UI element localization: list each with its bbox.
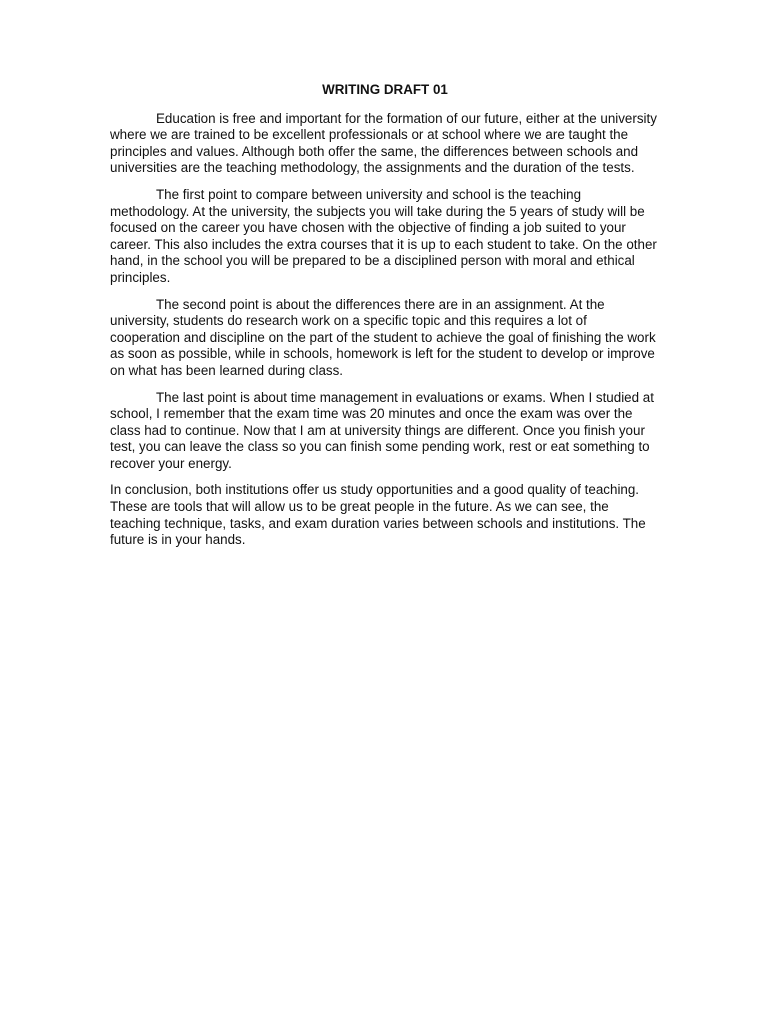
paragraph-conclusion: In conclusion, both institutions offer us study opportunities and a good quality of teaching. These are tools that will allow us to be great people in the future. As we can see, the teaching technique, tasks, and exam duration varies between schools and institutions. The future is in your hands. (110, 482, 646, 548)
document-page (110, 82, 660, 559)
document-title: WRITING DRAFT 01 (322, 82, 448, 97)
paragraph-introduction: Education is free and important for the formation of our future, either at the university where we are trained to be excellent professionals or at school where we are taught the principles and values. Although both offer the same, the differences between schools and universities are the teaching methodology, the assignments and the duration of the tests. (110, 110, 657, 176)
paragraph-assignments: The second point is about the differences there are in an assignment. At the university, students do research work on a specific topic and this requires a lot of cooperation and discipline on the part of the student to achieve the goal of finishing the work as soon as possible, while in schools, homework is left for the student to develop or improve on what has been learned during class. (110, 296, 656, 378)
paragraph-teaching-methodology: The first point to compare between university and school is the teaching methodology. At the university, the subjects you will take during the 5 years of study will be focused on the career you have chosen with the objective of finding a job suited to your career. This also includes the extra courses that it is up to each student to take. On the other hand, in the school you will be prepared to be a disciplined person with moral and ethical principles. (110, 186, 657, 285)
paragraph-time-management: The last point is about time management in evaluations or exams. When I studied at school, I remember that the exam time was 20 minutes and once the exam was over the class had to continue. Now that I am at university things are different. Once you finish your test, you can leave the class so you can finish some pending work, rest or eat something to recover your energy. (110, 389, 654, 471)
